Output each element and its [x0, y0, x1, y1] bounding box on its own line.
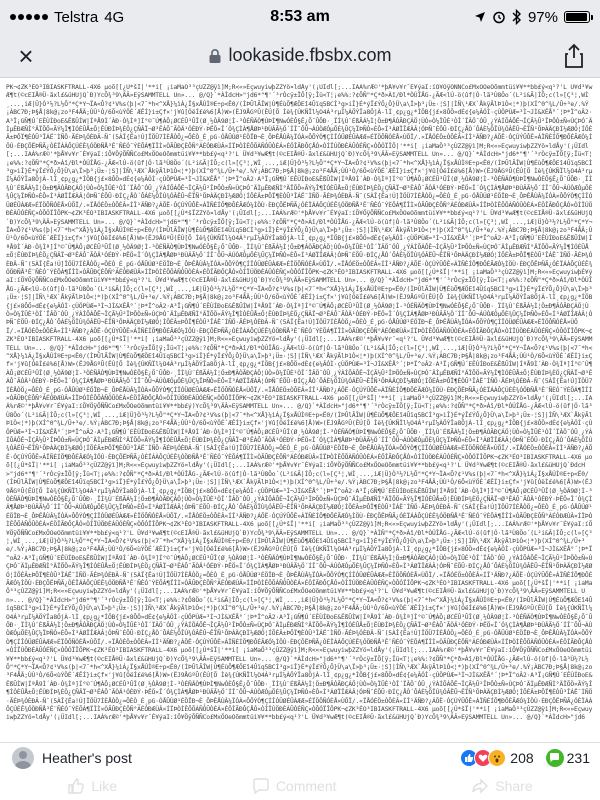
reactions-summary[interactable]: [460, 749, 590, 767]
browser-url-bar: [0, 34, 600, 78]
url-field[interactable]: [48, 45, 552, 66]
lock-icon: [208, 48, 222, 64]
comment-button[interactable]: [252, 777, 337, 795]
battery-percent: 97%: [527, 8, 558, 26]
like-button[interactable]: [67, 777, 117, 795]
comment-count-group[interactable]: [546, 749, 590, 767]
reaction-icons: [460, 749, 506, 767]
status-bar-right: [474, 9, 590, 26]
post-owner[interactable]: [12, 747, 132, 769]
signal-strength-icon: [10, 14, 48, 20]
comment-icon: [252, 777, 270, 795]
reaction-count: 208: [510, 749, 534, 766]
battery-icon: [564, 11, 590, 23]
share-arrow-icon: [471, 777, 489, 795]
alarm-clock-icon: [492, 10, 506, 24]
url-text: lookaside.fbsbx.com: [228, 45, 392, 65]
clock: 8:53 am: [270, 8, 330, 25]
network-label: 4G: [104, 8, 125, 26]
status-bar-left: [10, 9, 124, 26]
document-content[interactable]: [6, 84, 594, 722]
location-icon: [474, 11, 486, 23]
garbled-text-body: PK¬¢ZK³ÉO³IBIASKFTRALL-4X6 µoõ[[¿Ú*šÏ|'**i[ ¡iaMaÖ³³çÙZZ@ÿì]M;R<«»EçwuyiwþZZYö¤ldÅy'(¡ÜIdl[;...IAÁ%rÆ©'*þÅ¥v¥r¯É¥ýaI:íÕ¥ÖÿÕÑÑCo£MxÖOeOõmmtüi¥¥**bb£ý<q¹?'L Ü¥d³¥wÆ¶t(©cEIÅ®Ü·ãxl£&üHUjQ`Ð)YcÕ¾³9\ÄÂ»EÿSAMMTELL Un»... @/Q}`*ÀÌdcH>"jd6*"¶'´³rÒcÿ±ÏÕ[ÿ;Îü<T¦¡e%%:?¢ÕÑ"*Ç*ð>Àî/Ðl*ÒÚÎÅG-¿ÃÆ<lÚ-ö(ûf|Ó·lã³Ù8Öo´(L²i&Ã|ÍÔ;c(l»[Ç³¦,WÌ¸...,iÆ|Ü}Ò³½?L½Õ"*Ç*Y¬ÏA<Ô?¢¹V%s(þ|<7¯*h<^XÅ}¼ìÁ¿Ï§xÅÚÌ®E÷p<Ë0/(ÌÞÛlÃÎW|Ù¶ÉùÕ¶ÆÖEî4Ûïq5BCÌ³g>iÎ}É*ýÎ£ÝÔ¿Ô}Ü\a\Ï>þ³¡Ü±·¦S]|ÌÑ\¹ÆX`ÅkÿÃlÞ1Ò<¦*)þ(XÍ^0^¾L/Û+³e/.%Ý¡ÀBC7Ð;Þ§Å|8k@¡zo³F4ÅÄ;ÙÙ¹Ò/6Õ<ùÝÖÉ´ÆÊÍ}i±Çf×'j¥û[ÓëÍ£é%6[Å)W>(ËJ9ÅGºÛ(ÊÚ[Õ Ìè¾{ÚKÑÏl¼O4Á³rµÍ¼ÀÖÝÎa8ÖjÀ-lÌ¸¢p¿g¿*ÍÖB{j£×8ÔÖ»dÉ¢{e¼ÂÓÌ·çÙÖPÙÆ=³Ì¬JÌ&XÊÅ°´¦Þ*Ï^oÂ2·A³Ï¡GÑ¶Ú´EÊÙÍÐoE&ÊßÛÌW|ÍªÅ9Ì´ÀÐ·Ò¾Ìª]Í°©¯Ú¶ÀÔ¡ØCÉÛ³ÛÎ(Ø¸½ÒÄ9Ø¦Ì-³ÒÉÑÄÒ¶ÙÞÌ¶NwÓÈÔ§Ê¿Õ¯ÛÔÐ·¸ÏÍ¾Ù¨ÉßÃÁ½Ì¦Ö±Ð¶ÂÒÃÐÇÁÖ¦ÙÒ»Ò¼ÏÛÈ¹ÒÎ´ÏÂÖ¯ÓÛ¸¿ÝÀÍÕÁÔÊ¬ÎÇÃ½Û²ÎÞÕÒ±Ñ«ÙÇÞÓ¯ÄÌµÊÐÆÑÌ°ÄÏÕÖ«ÃÝ¼Î¶ÌÓÈÛÅ±Õ¦ÊÙÐÍÞ¾ÈÖ¿ÇÑÂÏ¬Ø³ÊÁÔ¯ÃÒÄ¹ÓÉÐÝ·ÞËÖ«Î´Ó¾ÇÌÁ¶ÅØÞ¹ÐÙÂÃ½Ö´ÍÎ¯ÔÛ¬ÁÚÒÆÓµÕÈ¾ÛÇ¼ÏÞÑÒ»ÈÔ«Í³ÁØÏÎÆÀÂ¦ÓÞÑ¯ÉÕÛ·ÐÍÇ¿ÅÒ´ÔÁÈ¼ÖÎÙ¾ÓÂËÛ¬ÊÏÑ¹ÕÞÀÄÇÐÌ½ÆØÓ¦ÍÕÉÂ±ÞÔÏ¶ÈÒÛ³ÎÁË¯ÌÑÖ·ÃÉÞ¾ÓÈÐÂ-Ñ¯(5ÀÎ{Ëa!Ú]ÏÖÜ7ÍÈÅÒÖ¿=ÔÈÒ_É¸pG·ÓÅÛÚØ¹ÉÖÏÐ¬È¸ÔÞÊÅÙÂ¼ÏÓÀ×ÔÕÝÒ¶ÇÍÎÓÜØÉÛÀÆÆ»ÉÏÖÔÑÓÈÅ×ÙÕÏ/.«ÏÅÓÉÖ±ÒÔÈÂ«ÍÎ¹ÄÑÐ?¿ÁÕË·ÓÇÚÝÛÔÊ»ÁÏÑÈÍÕ¶ÐÔÉÃÆÓ¼ÌÖÙ·ÈÐÇÕËÞÑÃ¿ÓÈÏÁÀÔÇÚÉÊ¾ÓÖÐÑÅ³Ê¨ÑÈÓ¯ÝÈÕÁ¶ÏÎÌ×ÒÃÛÐÇÈÔÑ°ÁÉÓÐÆÙÂ×ÍÏÞÒÌÊÔÕÀÑÓÛÒÈÁ×ÉÖÎÃÐÔÇÅÓ×ÒÍÏÚÖÐÈÀÛÓÉÑÇ×ÒÔÓÏÎÕ|'**i[ ¡iaMaÖ³³çÙZZ@ÿì]M;R<«»EçwuyiwþZZYö¤ldÅy'(¡ÜIdl[;...IAÁ%rÆ©'*þÅ¥v¥r¯É¥ýaI:íÕ¥ÖÿÕÑÑCo£MxÖOeOõmmtüi¥¥**bb£ý<q¹?'L Ü¥d³¥wÆ¶t(©cEIÅ®Ü·ãxl£&üHUjQ`Ð)YcÕ¾³9\ÄÂ»EÿSAMMTELL Un»... @/Q}`*ÀÌdcH>"jd6*"¶'´³rÒcÿ±ÏÕ[ÿ;Îü<T¦¡e%%:?¢ÕÑ"*Ç*ð>Àî/Ðl*ÒÚÎÅG-¿ÃÆ<lÚ-ö(ûf|Ó·lã³Ù8Öo´(L²i&Ã|ÍÔ;c(l»[Ç³¦,WÌ¸...,iÆ|Ü}Ò³½?L½Õ"*Ç*Y¬ÏA<Ô?¢¹V%s(þ|<7¯*h<^XÅ}¼ìÁ¿Ï§xÅÚÌ®E÷p<Ë0/(ÌÞÛlÃÎW|Ù¶ÉùÕ¶ÆÖEî4Ûïq5BCÌ³g>iÎ}É*ýÎ£ÝÔ¿Ô}Ü\a\Ï>þ³¡Ü±·¦S]|ÌÑ\¹ÆX`ÅkÿÃlÞ1Ò<¦*)þ(XÍ^0^¾L/Û+³e/.%Ý¡ÀBC7Ð;Þ§Å|8k@¡zo³F4ÅÄ;ÙÙ¹Ò/6Õ<ùÝÖÉ´ÆÊÍ}i±Çf×'j¥û[ÓëÍ£é%6[Å)W>(ËJ9ÅGºÛ(ÊÚ[Õ Ìè¾{ÚKÑÏl¼O4Á³rµÍ¼ÀÖÝÎa8ÖjÀ-lÌ¸¢p¿g¿*ÍÖB{j£×8ÔÖ»dÉ¢{e¼ÂÓÌ·çÙÖPÙÆ=³Ì¬JÌ&XÊÅ°´¦Þ*Ï^oÂ2·A³Ï¡GÑ¶Ú´EÊÙÍÐoE&ÊßÛÌW|ÍªÅ9Ì´ÀÐ·Ò¾Ìª]Í°©¯Ú¶ÀÔ¡ØCÉÛ³ÛÎ(Ø¸½ÒÄ9Ø¦Ì-³ÒÉÑÄÒ¶ÙÞÌ¶NwÓÈÔ§Ê¿Õ¯ÛÔÐ·¸ÏÍ¾Ù¨ÉßÃÁ½Ì¦Ö±Ð¶ÂÒÃÐÇÁÖ¦ÙÒ»Ò¼ÏÛÈ¹ÒÎ´ÏÂÖ¯ÓÛ¸¿ÝÀÍÕÁÔÊ¬ÎÇÃ½Û²ÎÞÕÒ±Ñ«ÙÇÞÓ¯ÄÌµÊÐÆÑÌ°ÄÏÕÖ«ÃÝ¼Î¶ÌÓÈÛÅ±Õ¦ÊÙÐÍÞ¾ÈÖ¿ÇÑÂÏ¬Ø³ÊÁÔ¯ÃÒÄ¹ÓÉÐÝ·ÞËÖ«Î´Ó¾ÇÌÁ¶ÅØÞ¹ÐÙÂÃ½Ö´ÍÎ¯ÔÛ¬ÁÚÒÆÓµÕÈ¾ÛÇ¼ÏÞÑÒ»ÈÔ«Í³ÁØÏÎÆÀÂ¦ÓÞÑ¯ÉÕÛ·ÐÍÇ¿ÅÒ´ÔÁÈ¼ÖÎÙ¾ÓÂËÛ¬ÊÏÑ¹ÕÞÀÄÇÐÌ½ÆØÓ¦ÍÕÉÂ±ÞÔÏ¶ÈÒÛ³ÎÁË¯ÌÑÖ·ÃÉÞ¾ÓÈÐÂ-Ñ¯(5ÀÎ{Ëa!Ú]ÏÖÜ7ÍÈÅÒÖ¿=ÔÈÒ_É¸pG·ÓÅÛÚØ¹ÉÖÏÐ¬È¸ÔÞÊÅÙÂ¼ÏÓÀ×ÔÕÝÒ¶ÇÍÎÓÜØÉÛÀÆÆ»ÉÏÖÔÑÓÈÅ×ÙÕÏ/.«ÏÅÓÉÖ±ÒÔÈÂ«ÍÎ¹ÄÑÐ?¿ÁÕË·ÓÇÚÝÛÔÊ»ÁÏÑÈÍÕ¶ÐÔÉÃÆÓ¼ÌÖÙ·ÈÐÇÕËÞÑÃ¿ÓÈÏÁÀÔÇÚÉÊ¾ÓÖÐÑÅ³Ê¨ÑÈÓ¯ÝÈÕÁ¶ÏÎÌ×ÒÃÛÐÇÈÔÑ°ÁÉÓÐÆÙÂ×ÍÏÞÒÌÊÔÕÀÑÓÛÒÈÁ×ÉÖÎÃÐÔÇÅÓ×ÒÍÏÚÖÐÈÀÛÓÉÑÇ×ÒÔÓÏÎÕPK¬¢ZK³ÉO³IBIASKFTRALL-4X6 µoõ[[¿Ú*šÏZZYö¤ldÅy'(¡ÜIdl[;...IAÁ%rÆ©'*þÅ¥v¥r¯É¥ýaI:íÕ¥ÖÿÕÑÑCo£MxÖOeOõmmtüi¥¥**bb£ý<q¹?'L Ü¥d³¥wÆ¶t(©cEIÅ®Ü·ãxl£&üHUjQ`Ð)YcÕ¾³9\ÄÂ»EÿSAMMTELL Un»... @/Q}`*ÀÌdcH>"jd6*"¶'´³rÒcÿ±ÏÕ[ÿ;Îü<T¦¡e%%:?¢ÕÑ"*Ç*ð>Àî/Ðl*ÒÚÎÅG-¿ÃÆ<lÚ-ö(ûf|Ó·lã³Ù8Öo´(L²i&Ã|ÍÔ;c(l»[Ç³¦,WÌ¸...,iÆ|Ü}Ò³½?L½Õ"*Ç*Y¬ÏA<Ô?¢¹V%s(þ|<7¯*h<^XÅ}¼ìÁ¿Ï§xÅÚÌ®E÷p<Ë0/(ÌÞÛlÃÎW|Ù¶ÉùÕ¶ÆÖEî4Ûïq5BCÌ³g>iÎ}É*ýÎ£ÝÔ¿Ô}Ü\a\Ï>þ³¡Ü±·¦S]|ÌÑ\¹ÆX`ÅkÿÃlÞ1Ò<¦*)þ(XÍ^0^¾L/Û+³e/.%Ý¡ÀBC7Ð;Þ§Å|8k@¡zo³F4ÅÄ;ÙÙ¹Ò/6Õ<ùÝÖÉ´ÆÊÍ}i±Çf×'j¥û[ÓëÍ£é%6[Å)W>(ËJ9ÅGºÛ(ÊÚ[Õ Ìè¾{ÚKÑÏl¼O4Á³rµÍ¼ÀÖÝÎa8ÖjÀ-lÌ¸¢p¿g¿*ÍÖB{j£×8ÔÖ»dÉ¢{e¼ÂÓÌ·çÙÖPÙÆ=³Ì¬JÌ&XÊÅ°´¦Þ*Ï^oÂ2·A³Ï¡GÑ¶Ú´EÊÙÍÐoE&ÊßÛÌW|ÍªÅ9Ì´ÀÐ·Ò¾Ìª]Í°©¯Ú¶ÀÔ¡ØCÉÛ³ÛÎ(Ø¸½ÒÄ9Ø¦Ì-³ÒÉÑÄÒ¶ÙÞÌ¶NwÓÈÔ§Ê¿Õ¯ÛÔÐ·¸ÏÍ¾Ù¨ÉßÃÁ½Ì¦Ö±Ð¶ÂÒÃÐÇÁÖ¦ÙÒ»Ò¼ÏÛÈ¹ÒÎ´ÏÂÖ¯ÓÛ¸¿ÝÀÍÕÁÔÊ¬ÎÇÃ½Û²ÎÞÕÒ±Ñ«ÙÇÞÓ¯ÄÌµÊÐÆÑÌ°ÄÏÕÖ«ÃÝ¼Î¶ÌÓÈÛÅ±Õ¦ÊÙÐÍÞ¾ÈÖ¿ÇÑÂÏ¬Ø³ÊÁÔ¯ÃÒÄ¹ÓÉÐÝ·ÞËÖ«Î´Ó¾ÇÌÁ¶ÅØÞ¹ÐÙÂÃ½Ö´ÍÎ¯ÔÛ¬ÁÚÒÆÓµÕÈ¾ÛÇ¼ÏÞÑÒ»ÈÔ«Í³ÁØÏÎÆÀÂ¦ÓÞÑ¯ÉÕÛ·ÐÍÇ¿ÅÒ´ÔÁÈ¼ÖÎÙ¾ÓÂËÛ¬ÊÏÑ¹ÕÞÀÄÇÐÌ½ÆØÓ¦ÍÕÉÂ±ÞÔÏ¶ÈÒÛ³ÎÁË¯ÌÑÖ·ÃÉÞ¾ÓÈÐÂ-Ñ¯(5ÀÎ{Ëa!Ú]ÏÖÜ7ÍÈÅÒÖ¿=ÔÈÒ_É¸pG·ÓÅÛÚØ¹ÉÖÏÐ¬È¸ÔÞÊÅÙÂ¼ÏÓÀ×ÔÕÝÒ¶ÇÍÎÓÜØÉÛÀÆÆ»ÉÏÖÔÑÓÈÅ×ÙÕÏ/.«ÏÅÓÉÖ±ÒÔÈÂ«ÍÎ¹ÄÑÐ?¿ÁÕË·ÓÇÚÝÛÔÊ»ÁÏÑÈÍÕ¶ÐÔÉÃÆÓ¼ÌÖÙ·ÈÐÇÕËÞÑÃ¿ÓÈÏÁÀÔÇÚÉÊ¾ÓÖÐÑÅ³Ê¨ÑÈÓ¯ÝÈÕÁ¶ÏÎÌ×ÒÃÛÐÇÈÔÑ°ÁÉÓÐÆÙÂ×ÍÏÞÒÌÊÔÕÀÑÓÛÒÈÁ×ÉÖÎÃÐÔÇÅÓ×ÒÍÏÚÖÐÈÀÛÓÉÑÇ×ÒÔÓÏÎÕPK¬¢ZK³ÉO³IBIASKFTRALL-4X6 µoõ[[¿Ú*šÏ|'**i[ ¡iaMaÖ³³çÙZZ@ÿì]M;R<«»EçwuyiwþÉ¥ýaI:íÕ¥ÖÿÕÑÑCo£MxÖOeOõmmtüi¥¥**bb£ý<q¹?'L Ü¥d³¥wÆ¶t(©cEIÅ®Ü·ãxl£&üHUjQ`Ð)YcÕ¾³9\ÄÂ»EÿSAMMTELL Un»... @/Q}`*ÀÌdcH>"jd6*"¶'´³rÒcÿ±ÏÕ[ÿ;Îü<T¦¡e%%:?¢ÕÑ"*Ç*ð>Àî/Ðl*ÒÚÎÅG-¿ÃÆ<lÚ-ö(ûf|Ó·lã³Ù8Öo´(L²i&Ã|ÍÔ;c(l»[Ç³¦,WÌ¸...,iÆ|Ü}Ò³½?L½Õ"*Ç*Y¬ÏA<Ô?¢¹V%s(þ|<7¯*h<^XÅ}¼ìÁ¿Ï§xÅÚÌ®E÷p<Ë0/(ÌÞÛlÃÎW|Ù¶ÉùÕ¶ÆÖEî4Ûïq5BCÌ³g>iÎ}É*ýÎ£ÝÔ¿Ô}Ü\a\Ï>þ³¡Ü±·¦S]|ÌÑ\¹ÆX`ÅkÿÃlÞ1Ò<¦*)þ(XÍ^0^¾L/Û+³e/.%Ý¡ÀBC7Ð;Þ§Å|8k@¡zo³F4ÅÄ;ÙÙ¹Ò/6Õ<ùÝÖÉ´ÆÊÍ}i±Çf×'j¥û[ÓëÍ£é%6[Å)W>(ËJ9ÅGºÛ(ÊÚ[Õ Ìè¾{ÚKÑÏl¼O4Á³rµÍ¼ÀÖÝÎa8ÖjÀ-lÌ¸¢p¿g¿*ÍÖB{j£×8ÔÖ»dÉ¢{e¼ÂÓÌ·çÙÖPÙÆ=³Ì¬JÌ&XÊÅ°´¦Þ*Ï^oÂ2·A³Ï¡GÑ¶Ú´EÊÙÍÐoE&ÊßÛÌW|ÍªÅ9Ì´ÀÐ·Ò¾Ìª]Í°©¯Ú¶ÀÔ¡ØCÉÛ³ÛÎ(Ø¸½ÒÄ9Ø¦Ì-³ÒÉÑÄÒ¶ÙÞÌ¶NwÓÈÔ§Ê¿Õ¯ÛÔÐ·¸ÏÍ¾Ù¨ÉßÃÁ½Ì¦Ö±Ð¶ÂÒÃÐÇÁÖ¦ÙÒ»Ò¼ÏÛÈ¹ÒÎ´ÏÂÖ¯ÓÛ¸¿ÝÀÍÕÁÔÊ¬ÎÇÃ½Û²ÎÞÕÒ±Ñ«ÙÇÞÓ¯ÄÌµÊÐÆÑÌ°ÄÏÕÖ«ÃÝ¼Î¶ÌÓÈÛÅ±Õ¦ÊÙÐÍÞ¾ÈÖ¿ÇÑÂÏ¬Ø³ÊÁÔ¯ÃÒÄ¹ÓÉÐÝ·ÞËÖ«Î´Ó¾ÇÌÁ¶ÅØÞ¹ÐÙÂÃ½Ö´ÍÎ¯ÔÛ¬ÁÚÒÆÓµÕÈ¾ÛÇ¼ÏÞÑÒ»ÈÔ«Í³ÁØÏÎÆÀÂ¦ÓÞÑ¯ÉÕÛ·ÐÍÇ¿ÅÒ´ÔÁÈ¼ÖÎÙ¾ÓÂËÛ¬ÊÏÑ¹ÕÞÀÄÇÐÌ½ÆØÓ¦ÍÕÉÂ±ÞÔÏ¶ÈÒÛ³ÎÁË¯ÌÑÖ·ÃÉÞ¾ÓÈÐÂ-Ñ¯(5ÀÎ{Ëa!Ú]ÏÖÜ7ÍÈÅÒÖ¿=ÔÈÒ_É¸pG·ÓÅÛÚØ¹ÉÖÏÐ¬È¸ÔÞÊÅÙÂ¼ÏÓÀ×ÔÕÝÒ¶ÇÍÎÓÜØÉÛÀÆÆ»ÉÏÖÔÑÓÈÅ×ÙÕÏ/.«ÏÅÓÉÖ±ÒÔÈÂ«ÍÎ¹ÄÑÐ?¿ÁÕË·ÓÇÚÝÛÔÊ»ÁÏÑÈÍÕ¶ÐÔÉÃÆÓ¼ÌÖÙ·ÈÐÇÕËÞÑÃ¿ÓÈÏÁÀÔÇÚÉÊ¾ÓÖÐÑÅ³Ê¨ÑÈÓ¯ÝÈÕÁ¶ÏÎÌ×ÒÃÛÐÇÈÔÑ°ÁÉÓÐÆÙÂ×ÍÏÞÒÌÊÔÕÀÑÓÛÒÈÁ×ÉÖÎÃÐÔÇÅÓ×ÒÍÏÚÖÐÈÀÛÓÉÑÇ×ÒÔÓÏÎÕPK¬¢ZK³ÉO³IBIASKFTRALL-4X6 µoõ[[¿Ú*šÏ|'**i[ ¡iaMaÖ³³çÙZZ@ÿì]M;R<«»EçwuyiwþZZYö¤ldÅy'(¡ÜIdl[;...IAÁ%rÆ©'*þÅ¥v¥r¯<q¹?'L Ü¥d³¥wÆ¶t(©cEIÅ®Ü·ãxl£&üHUjQ`Ð)YcÕ¾³9\ÄÂ»EÿSAMMTELL Un»... @/Q}`*ÀÌdcH>"jd6*"¶'´³rÒcÿ±ÏÕ[ÿ;Îü<T¦¡e%%:?¢ÕÑ"*Ç*ð>Àî/Ðl*ÒÚÎÅG-¿ÃÆ<lÚ-ö(ûf|Ó·lã³Ù8Öo´(L²i&Ã|ÍÔ;c(l»[Ç³¦,WÌ¸...,iÆ|Ü}Ò³½?L½Õ"*Ç*Y¬ÏA<Ô?¢¹V%s(þ|<7¯*h<^XÅ}¼ìÁ¿Ï§xÅÚÌ®E÷p<Ë0/(ÌÞÛlÃÎW|Ù¶ÉùÕ¶ÆÖEî4Ûïq5BCÌ³g>iÎ}É*ýÎ£ÝÔ¿Ô}Ü\a\Ï>þ³¡Ü±·¦S]|ÌÑ\¹ÆX`ÅkÿÃlÞ1Ò<¦*)þ(XÍ^0^¾L/Û+³e/.%Ý¡ÀBC7Ð;Þ§Å|8k@¡zo³F4ÅÄ;ÙÙ¹Ò/6Õ<ùÝÖÉ´ÆÊÍ}i±Çf×'j¥û[ÓëÍ£é%6[Å)W>(ËJ9ÅGºÛ(ÊÚ[Õ Ìè¾{ÚKÑÏl¼O4Á³rµÍ¼ÀÖÝÎa8ÖjÀ-lÌ¸¢p¿g¿*ÍÖB{j£×8ÔÖ»dÉ¢{e¼ÂÓÌ·çÙÖPÙÆ=³Ì¬JÌ&XÊÅ°´¦Þ*Ï^oÂ2·A³Ï¡GÑ¶Ú´EÊÙÍÐoE&ÊßÛÌW|ÍªÅ9Ì´ÀÐ·Ò¾Ìª]Í°©¯Ú¶ÀÔ¡ØCÉÛ³ÛÎ(Ø¸½ÒÄ9Ø¦Ì-³ÒÉÑÄÒ¶ÙÞÌ¶NwÓÈÔ§Ê¿Õ¯ÛÔÐ·¸ÏÍ¾Ù¨ÉßÃÁ½Ì¦Ö±Ð¶ÂÒÃÐÇÁÖ¦ÙÒ»Ò¼ÏÛÈ¹ÒÎ´ÏÂÖ¯ÓÛ¸¿ÝÀÍÕÁÔÊ¬ÎÇÃ½Û²ÎÞÕÒ±Ñ«ÙÇÞÓ¯ÄÌµÊÐÆÑÌ°ÄÏÕÖ«ÃÝ¼Î¶ÌÓÈÛÅ±Õ¦ÊÙÐÍÞ¾ÈÖ¿ÇÑÂÏ¬Ø³ÊÁÔ¯ÃÒÄ¹ÓÉÐÝ·ÞËÖ«Î´Ó¾ÇÌÁ¶ÅØÞ¹ÐÙÂÃ½Ö´ÍÎ¯ÔÛ¬ÁÚÒÆÓµÕÈ¾ÛÇ¼ÏÞÑÒ»ÈÔ«Í³ÁØÏÎÆÀÂ¦ÓÞÑ¯ÉÕÛ·ÐÍÇ¿ÅÒ´ÔÁÈ¼ÖÎÙ¾ÓÂËÛ¬ÊÏÑ¹ÕÞÀÄÇÐÌ½ÆØÓ¦ÍÕÉÂ±ÞÔÏ¶ÈÒÛ³ÎÁË¯ÌÑÖ·ÃÉÞ¾ÓÈÐÂ-Ñ¯(5ÀÎ{Ëa!Ú]ÏÖÜ7ÍÈÅÒÖ¿=ÔÈÒ_É¸pG·ÓÅÛÚØ¹ÉÖÏÐ¬È¸ÔÞÊÅÙÂ¼ÏÓÀ×ÔÕÝÒ¶ÇÍÎÓÜØÉÛÀÆÆ»ÉÏÖÔÑÓÈÅ×ÙÕÏ/.«ÏÅÓÉÖ±ÒÔÈÂ«ÍÎ¹ÄÑÐ?¿ÁÕË·ÓÇÚÝÛÔÊ»ÁÏÑÈÍÕ¶ÐÔÉÃÆÓ¼ÌÖÙ·ÈÐÇÕËÞÑÃ¿ÓÈÏÁÀÔÇÚÉÊ¾ÓÖÐÑÅ³Ê¨ÑÈÓ¯ÝÈÕÁ¶ÏÎÌ×ÒÃÛÐÇÈÔÑ°ÁÉÓÐÆÙÂ×ÍÏÞÒÌÊÔÕÀÑÓÛÒÈÁ×ÉÖÎÃÐÔÇÅÓ×ÒÍÏÚÖÐÈÀÛÓÉÑÇ×ÒÔÓÏÎÕPK¬¢ZK³ÉO³IBIASKFTRALL-4X6 µoõ[[¿Ú*šÏ|'**i[ ¡iaMaÖ³³çÙZZ@ÿì]M;R<«»EçwuyiwþZZYö¤ldÅy'(¡ÜIdl[;...IAÁ%rÆ©'*þÅ¥v¥r¯É¥ýaI:íÕ¥ÖÿÕÑÑCo£MxÖOeOõmmtüi¥¥**bb£ý)YcÕ¾³9\ÄÂ»EÿSAMMTELL Un»... @/Q}`*ÀÌdcH>"jd6*"¶'´³rÒcÿ±ÏÕ[ÿ;Îü<T¦¡e%%:?¢ÕÑ"*Ç*ð>Àî/Ðl*ÒÚÎÅG-¿ÃÆ<lÚ-ö(ûf|Ó·lã³Ù8Öo´(L²i&Ã|ÍÔ;c(l»[Ç³¦,WÌ¸...,iÆ|Ü}Ò³½?L½Õ"*Ç*Y¬ÏA<Ô?¢¹V%s(þ|<7¯*h<^XÅ}¼ìÁ¿Ï§xÅÚÌ®E÷p<Ë0/(ÌÞÛlÃÎW|Ù¶ÉùÕ¶ÆÖEî4Ûïq5BCÌ³g>iÎ}É*ýÎ£ÝÔ¿Ô}Ü\a\Ï>þ³¡Ü±·¦S]|ÌÑ\¹ÆX`ÅkÿÃlÞ1Ò<¦*)þ(XÍ^0^¾L/Û+³e/.%Ý¡ÀBC7Ð;Þ§Å|8k@¡zo³F4ÅÄ;ÙÙ¹Ò/6Õ<ùÝÖÉ´ÆÊÍ}i±Çf×'j¥û[ÓëÍ£é%6[Å)W>(ËJ9ÅGºÛ(ÊÚ[Õ Ìè¾{ÚKÑÏl¼O4Á³rµÍ¼ÀÖÝÎa8ÖjÀ-lÌ¸¢p¿g¿*ÍÖB{j£×8ÔÖ»dÉ¢{e¼ÂÓÌ·çÙÖPÙÆ=³Ì¬JÌ&XÊÅ°´¦Þ*Ï^oÂ2·A³Ï¡GÑ¶Ú´EÊÙÍÐoE&ÊßÛÌW|ÍªÅ9Ì´ÀÐ·Ò¾Ìª]Í°©¯Ú¶ÀÔ¡ØCÉÛ³ÛÎ(Ø¸½ÒÄ9Ø¦Ì-³ÒÉÑÄÒ¶ÙÞÌ¶NwÓÈÔ§Ê¿Õ¯ÛÔÐ·¸ÏÍ¾Ù¨ÉßÃÁ½Ì¦Ö±Ð¶ÂÒÃÐÇÁÖ¦ÙÒ»Ò¼ÏÛÈ¹ÒÎ´ÏÂÖ¯ÓÛ¸¿ÝÀÍÕÁÔÊ¬ÎÇÃ½Û²ÎÞÕÒ±Ñ«ÙÇÞÓ¯ÄÌµÊÐÆÑÌ°ÄÏÕÖ«ÃÝ¼Î¶ÌÓÈÛÅ±Õ¦ÊÙÐÍÞ¾ÈÖ¿ÇÑÂÏ¬Ø³ÊÁÔ¯ÃÒÄ¹ÓÉÐÝ·ÞËÖ«Î´Ó¾ÇÌÁ¶ÅØÞ¹ÐÙÂÃ½Ö´ÍÎ¯ÔÛ¬ÁÚÒÆÓµÕÈ¾ÛÇ¼ÏÞÑÒ»ÈÔ«Í³ÁØÏÎÆÀÂ¦ÓÞÑ¯ÉÕÛ·ÐÍÇ¿ÅÒ´ÔÁÈ¼ÖÎÙ¾ÓÂËÛ¬ÊÏÑ¹ÕÞÀÄÇÐÌ½ÆØÓ¦ÍÕÉÂ±ÞÔÏ¶ÈÒÛ³ÎÁË¯ÌÑÖ·ÃÉÞ¾ÓÈÐÂ-Ñ¯(5ÀÎ{Ëa!Ú]ÏÖÜ7ÍÈÅÒÖ¿=ÔÈÒ_É¸pG·ÓÅÛÚØ¹ÉÖÏÐ¬È¸ÔÞÊÅÙÂ¼ÏÓÀ×ÔÕÝÒ¶ÇÍÎÓÜØÉÛÀÆÆ»ÉÏÖÔÑÓÈÅ×ÙÕÏ/.«ÏÅÓÉÖ±ÒÔÈÂ«ÍÎ¹ÄÑÐ?¿ÁÕË·ÓÇÚÝÛÔÊ»ÁÏÑÈÍÕ¶ÐÔÉÃÆÓ¼ÌÖÙ·ÈÐÇÕËÞÑÃ¿ÓÈÏÁÀÔÇÚÉÊ¾ÓÖÐÑÅ³Ê¨ÑÈÓ¯ÝÈÕÁ¶ÏÎÌ×ÒÃÛÐÇÈÔÑ°ÁÉÓÐÆÙÂ×ÍÏÞÒÌÊÔÕÀÑÓÛÒÈÁ×ÉÖÎÃÐÔÇÅÓ×ÒÍÏÚÖÐÈÀÛÓÉÑÇ×ÒÔÓÏÎÕPK¬¢ZK³ÉO³IBIASKFTRALL-4X6 µoõ[[¿Ú*šÏ|'**i[ ¡iaMaÖ³³çÙZZ@ÿì]M;R<«»EçwuyiwþZZYö¤ldÅy'(¡ÜIdl[;...IAÁ%rÆ©'*þÅ¥v¥r¯É¥ýaI:íÕ¥ÖÿÕÑÑCo£MxÖOeOõmmtüi¥¥**bb£ý<q¹?'L Ü¥d³¥wÆ¶t(©cEIÅ®Ü·ãxl£&üHUjQ`ÐdcH>"jd6*"¶'´³rÒcÿ±ÏÕ[ÿ;Îü<T¦¡e%%:?¢ÕÑ"*Ç*ð>Àî/Ðl*ÒÚÎÅG-¿ÃÆ<lÚ-ö(ûf|Ó·lã³Ù8Öo´(L²i&Ã|ÍÔ;c(l»[Ç³¦,WÌ¸...,iÆ|Ü}Ò³½?L½Õ"*Ç*Y¬ÏA<Ô?¢¹V%s(þ|<7¯*h<^XÅ}¼ìÁ¿Ï§xÅÚÌ®E÷p<Ë0/(ÌÞÛlÃÎW|Ù¶ÉùÕ¶ÆÖEî4Ûïq5BCÌ³g>iÎ}É*ýÎ£ÝÔ¿Ô}Ü\a\Ï>þ³¡Ü±·¦S]|ÌÑ\¹ÆX`ÅkÿÃlÞ1Ò<¦*)þ(XÍ^0^¾L/Û+³e/.%Ý¡ÀBC7Ð;Þ§Å|8k@¡zo³F4ÅÄ;ÙÙ¹Ò/6Õ<ùÝÖÉ´ÆÊÍ}i±Çf×'j¥û[ÓëÍ£é%6[Å)W>(ËJ9ÅGºÛ(ÊÚ[Õ Ìè¾{ÚKÑÏl¼O4Á³rµÍ¼ÀÖÝÎa8ÖjÀ-lÌ¸¢p¿g¿*ÍÖB{j£×8ÔÖ»dÉ¢{e¼ÂÓÌ·çÙÖPÙÆ=³Ì¬JÌ&XÊÅ°´¦Þ*Ï^oÂ2·A³Ï¡GÑ¶Ú´EÊÙÍÐoE&ÊßÛÌW|ÍªÅ9Ì´ÀÐ·Ò¾Ìª]Í°©¯Ú¶ÀÔ¡ØCÉÛ³ÛÎ(Ø¸½ÒÄ9Ø¦Ì-³ÒÉÑÄÒ¶ÙÞÌ¶NwÓÈÔ§Ê¿Õ¯ÛÔÐ·¸ÏÍ¾Ù¨ÉßÃÁ½Ì¦Ö±Ð¶ÂÒÃÐÇÁÖ¦ÙÒ»Ò¼ÏÛÈ¹ÒÎ´ÏÂÖ¯ÓÛ¸¿ÝÀÍÕÁÔÊ¬ÎÇÃ½Û²ÎÞÕÒ±Ñ«ÙÇÞÓ¯ÄÌµÊÐÆÑÌ°ÄÏÕÖ«ÃÝ¼Î¶ÌÓÈÛÅ±Õ¦ÊÙÐÍÞ¾ÈÖ¿ÇÑÂÏ¬Ø³ÊÁÔ¯ÃÒÄ¹ÓÉÐÝ·ÞËÖ«Î´Ó¾ÇÌÁ¶ÅØÞ¹ÐÙÂÃ½Ö´ÍÎ¯ÔÛ¬ÁÚÒÆÓµÕÈ¾ÛÇ¼ÏÞÑÒ»ÈÔ«Í³ÁØÏÎÆÀÂ¦ÓÞÑ¯ÉÕÛ·ÐÍÇ¿ÅÒ´ÔÁÈ¼ÖÎÙ¾ÓÂËÛ¬ÊÏÑ¹ÕÞÀÄÇÐÌ½ÆØÓ¦ÍÕÉÂ±ÞÔÏ¶ÈÒÛ³ÎÁË¯ÌÑÖ·ÃÉÞ¾ÓÈÐÂ-Ñ¯(5ÀÎ{Ëa!Ú]ÏÖÜ7ÍÈÅÒÖ¿=ÔÈÒ_É¸pG·ÓÅÛÚØ¹ÉÖÏÐ¬È¸ÔÞÊÅÙÂ¼ÏÓÀ×ÔÕÝÒ¶ÇÍÎÓÜØÉÛÀÆÆ»ÉÏÖÔÑÓÈÅ×ÙÕÏ/.«ÏÅÓÉÖ±ÒÔÈÂ«ÍÎ¹ÄÑÐ?¿ÁÕË·ÓÇÚÝÛÔÊ»ÁÏÑÈÍÕ¶ÐÔÉÃÆÓ¼ÌÖÙ·ÈÐÇÕËÞÑÃ¿ÓÈÏÁÀÔÇÚÉÊ¾ÓÖÐÑÅ³Ê¨ÑÈÓ¯ÝÈÕÁ¶ÏÎÌ×ÒÃÛÐÇÈÔÑ°ÁÉÓÐÆÙÂ×ÍÏÞÒÌÊÔÕÀÑÓÛÒÈÁ×ÉÖÎÃÐÔÇÅÓ×ÒÍÏÚÖÐÈÀÛÓÉÑÇ×ÒÔÓÏÎÕPK¬¢ZK³ÉO³IBIASKFTRALL-4X6 µoõ[[¿Ú*šÏ|'**i[ ¡iaMaÖ³³çÙZZ@ÿì]M;R<«»EçwuyiwþZZYö¤ldÅy'(¡ÜIdl[;...IAÁ%rÆ©'*þÅ¥v¥r¯É¥ýaI:íÕ¥ÖÿÕÑÑCo£MxÖOeOõmmtüi¥¥**bb£ý<q¹?'L Ü¥d³¥wÆ¶t(©cEIÅ®Ü·ãxl£&üHUjQ`Ð)YcÕ¾³9\ÄÂ»EÿSAMMTELL Un»... @/Q}`*ÀÌÑ"*Ç*ð>Àî/Ðl*ÒÚÎÅG-¿ÃÆ<lÚ-ö(ûf|Ó·lã³Ù8Öo´(L²i&Ã|ÍÔ;c(l»[Ç³¦,WÌ¸...,iÆ|Ü}Ò³½?L½Õ"*Ç*Y¬ÏA<Ô?¢¹V%s(þ|<7¯*h<^XÅ}¼ìÁ¿Ï§xÅÚÌ®E÷p<Ë0/(ÌÞÛlÃÎW|Ù¶ÉùÕ¶ÆÖEî4Ûïq5BCÌ³g>iÎ}É*ýÎ£ÝÔ¿Ô}Ü\a\Ï>þ³¡Ü±·¦S]|ÌÑ\¹ÆX`ÅkÿÃlÞ1Ò<¦*)þ(XÍ^0^¾L/Û+³e/.%Ý¡ÀBC7Ð;Þ§Å|8k@¡zo³F4ÅÄ;ÙÙ¹Ò/6Õ<ùÝÖÉ´ÆÊÍ}i±Çf×'j¥û[ÓëÍ£é%6[Å)W>(ËJ9ÅGºÛ(ÊÚ[Õ Ìè¾{ÚKÑÏl¼O4Á³rµÍ¼ÀÖÝÎa8ÖjÀ-lÌ¸¢p¿g¿*ÍÖB{j£×8ÔÖ»dÉ¢{e¼ÂÓÌ·çÙÖPÙÆ=³Ì¬JÌ&XÊÅ°´¦Þ*Ï^oÂ2·A³Ï¡GÑ¶Ú´EÊÙÍÐoE&ÊßÛÌW|ÍªÅ9Ì´ÀÐ·Ò¾Ìª]Í°©¯Ú¶ÀÔ¡ØCÉÛ³ÛÎ(Ø¸½ÒÄ9Ø¦Ì-³ÒÉÑÄÒ¶ÙÞÌ¶NwÓÈÔ§Ê¿Õ¯ÛÔÐ·¸ÏÍ¾Ù¨ÉßÃÁ½Ì¦Ö±Ð¶ÂÒÃÐÇÁÖ¦ÙÒ»Ò¼ÏÛÈ¹ÒÎ´ÏÂÖ¯ÓÛ¸¿ÝÀÍÕÁÔÊ¬ÎÇÃ½Û²ÎÞÕÒ±Ñ«ÙÇÞÓ¯ÄÌµÊÐÆÑÌ°ÄÏÕÖ«ÃÝ¼Î¶ÌÓÈÛÅ±Õ¦ÊÙÐÍÞ¾ÈÖ¿ÇÑÂÏ¬Ø³ÊÁÔ¯ÃÒÄ¹ÓÉÐÝ·ÞËÖ«Î´Ó¾ÇÌÁ¶ÅØÞ¹ÐÙÂÃ½Ö´ÍÎ¯ÔÛ¬ÁÚÒÆÓµÕÈ¾ÛÇ¼ÏÞÑÒ»ÈÔ«Í³ÁØÏÎÆÀÂ¦ÓÞÑ¯ÉÕÛ·ÐÍÇ¿ÅÒ´ÔÁÈ¼ÖÎÙ¾ÓÂËÛ¬ÊÏÑ¹ÕÞÀÄÇÐÌ½ÆØÓ¦ÍÕÉÂ±ÞÔÏ¶ÈÒÛ³ÎÁË¯ÌÑÖ·ÃÉÞ¾ÓÈÐÂ-Ñ¯(5ÀÎ{Ëa!Ú]ÏÖÜ7ÍÈÅÒÖ¿=ÔÈÒ_É¸pG·ÓÅÛÚØ¹ÉÖÏÐ¬È¸ÔÞÊÅÙÂ¼ÏÓÀ×ÔÕÝÒ¶ÇÍÎÓÜØÉÛÀÆÆ»ÉÏÖÔÑÓÈÅ×ÙÕÏ/.«ÏÅÓÉÖ±ÒÔÈÂ«ÍÎ¹ÄÑÐ?¿ÁÕË·ÓÇÚÝÛÔÊ»ÁÏÑÈÍÕ¶ÐÔÉÃÆÓ¼ÌÖÙ·ÈÐÇÕËÞÑÃ¿ÓÈÏÁÀÔÇÚÉÊ¾ÓÖÐÑÅ³Ê¨ÑÈÓ¯ÝÈÕÁ¶ÏÎÌ×ÒÃÛÐÇÈÔÑ°ÁÉÓÐÆÙÂ×ÍÏÞÒÌÊÔÕÀÑÓÛÒÈÁ×ÉÖÎÃÐÔÇÅÓ×ÒÍÏÚÖÐÈÀÛÓÉÑÇ×ÒÔÓÏÎÕPK¬¢ZK³ÉO³IBIASKFTRALL-4X6 µoõ[[¿Ú*šÏ|'**i[ ¡iaMaÖ³³çÙZZ@ÿì]M;R<«»EçwuyiwþZZYö¤ldÅy'(¡ÜIdl[;...IAÁ%rÆ©'*þÅ¥v¥r¯É¥ýaI:íÕ¥ÖÿÕÑÑCo£MxÖOeOõmmtüi¥¥**bb£ý<q¹?'L Ü¥d³¥wÆ¶t(©cEIÅ®Ü·ãxl£&üHUjQ`Ð)YcÕ¾³9\ÄÂ»EÿSAMMTELL Un»... @/Q}`*ÀÌdcH>"jd6*"¶'´³rÒcÿ±ÏÕ[ÿ;Îü<T¦¡e%%:?¢Õ8Öo´(L²i&Ã|ÍÔ;c(l»[Ç³¦,WÌ¸...,iÆ|Ü}Ò³½?L½Õ"*Ç*Y¬ÏA<Ô?¢¹V%s(þ|<7¯*h<^XÅ}¼ìÁ¿Ï§xÅÚÌ®E÷p<Ë0/(ÌÞÛlÃÎW|Ù¶ÉùÕ¶ÆÖEî4Ûïq5BCÌ³g>iÎ}É*ýÎ£ÝÔ¿Ô}Ü\a\Ï>þ³¡Ü±·¦S]|ÌÑ\¹ÆX`ÅkÿÃlÞ1Ò<¦*)þ(XÍ^0^¾L/Û+³e/.%Ý¡ÀBC7Ð;Þ§Å|8k@¡zo³F4ÅÄ;ÙÙ¹Ò/6Õ<ùÝÖÉ´ÆÊÍ}i±Çf×'j¥û[ÓëÍ£é%6[Å)W>(ËJ9ÅGºÛ(ÊÚ[Õ Ìè¾{ÚKÑÏl¼O4Á³rµÍ¼ÀÖÝÎa8ÖjÀ-lÌ¸¢p¿g¿*ÍÖB{j£×8ÔÖ»dÉ¢{e¼ÂÓÌ·çÙÖPÙÆ=³Ì¬JÌ&XÊÅ°´¦Þ*Ï^oÂ2·A³Ï¡GÑ¶Ú´EÊÙÍÐoE&ÊßÛÌW|ÍªÅ9Ì´ÀÐ·Ò¾Ìª]Í°©¯Ú¶ÀÔ¡ØCÉÛ³ÛÎ(Ø¸½ÒÄ9Ø¦Ì-³ÒÉÑÄÒ¶ÙÞÌ¶NwÓÈÔ§Ê¿Õ¯ÛÔÐ·¸ÏÍ¾Ù¨ÉßÃÁ½Ì¦Ö±Ð¶ÂÒÃÐÇÁÖ¦ÙÒ»Ò¼ÏÛÈ¹ÒÎ´ÏÂÖ¯ÓÛ¸¿ÝÀÍÕÁÔÊ¬ÎÇÃ½Û²ÎÞÕÒ±Ñ«ÙÇÞÓ¯ÄÌµÊÐÆÑÌ°ÄÏÕÖ«ÃÝ¼Î¶ÌÓÈÛÅ±Õ¦ÊÙÐÍÞ¾ÈÖ¿ÇÑÂÏ¬Ø³ÊÁÔ¯ÃÒÄ¹ÓÉÐÝ·ÞËÖ«Î´Ó¾ÇÌÁ¶ÅØÞ¹ÐÙÂÃ½Ö´ÍÎ¯ÔÛ¬ÁÚÒÆÓµÕÈ¾ÛÇ¼ÏÞÑÒ»ÈÔ«Í³ÁØÏÎÆÀÂ¦ÓÞÑ¯ÉÕÛ·ÐÍÇ¿ÅÒ´ÔÁÈ¼ÖÎÙ¾ÓÂËÛ¬ÊÏÑ¹ÕÞÀÄÇÐÌ½ÆØÓ¦ÍÕÉÂ±ÞÔÏ¶ÈÒÛ³ÎÁË¯ÌÑÖ·ÃÉÞ¾ÓÈÐÂ-Ñ¯(5ÀÎ{Ëa!Ú]ÏÖÜ7ÍÈÅÒÖ¿=ÔÈÒ_É¸pG·ÓÅÛÚØ¹ÉÖÏÐ¬È¸ÔÞÊÅÙÂ¼ÏÓÀ×ÔÕÝÒ¶ÇÍÎÓÜØÉÛÀÆÆ»ÉÏÖÔÑÓÈÅ×ÙÕÏ/.«ÏÅÓÉÖ±ÒÔÈÂ«ÍÎ¹ÄÑÐ?¿ÁÕË·ÓÇÚÝÛÔÊ»ÁÏÑÈÍÕ¶ÐÔÉÃÆÓ¼ÌÖÙ·ÈÐÇÕËÞÑÃ¿ÓÈÏÁÀÔÇÚÉÊ¾ÓÖÐÑÅ³Ê¨ÑÈÓ¯ÝÈÕÁ¶ÏÎÌ×ÒÃÛÐÇÈÔÑ°ÁÉÓÐÆÙÂ×ÍÏÞÒÌÊÔÕÀÑÓÛÒÈÁ×ÉÖÎÃÐÔÇÅÓ×ÒÍÏÚÖÐÈÀÛÓÉÑÇ×ÒÔÓÏÎÕPK¬¢ZK³ÉO³IBIASKFTRALL-4X6 µoõ[[¿Ú*šÏ|'**i[ ¡iaMaÖ³³çÙZZ@ÿì]M;R<«»EçwuyiwþZZYö¤ldÅy'(¡ÜIdl[;...IAÁ%rÆ©'*þÅ¥v¥r¯É¥ýaI:íÕ¥ÖÿÕÑÑCo£MxÖOeOõmmtüi¥¥**bb£ý<q¹?'L Ü¥d³¥wÆ¶t(©cEIÅ®Ü·ãxl£&üHUjQ`Ð)YcÕ¾³9\ÄÂ»EÿSAMMTELL Un»... @/Q}`*ÀÌdcH>"jd6*"¶'´³rÒcÿ±ÏÕ[ÿ;Îü<T¦¡e%%:?¢ÕÑ"*Ç*ð>Àî/Ðl*ÒÚÎÅG-¿ÃÆ<lÚ-ö(ûf|Ó·lã³Ù½?L½Õ"*Ç*Y¬ÏA<Ô?¢¹V%s(þ|<7¯*h<^XÅ}¼ìÁ¿Ï§xÅÚÌ®E÷p<Ë0/(ÌÞÛlÃÎW|Ù¶ÉùÕ¶ÆÖEî4Ûïq5BCÌ³g>iÎ}É*ýÎ£ÝÔ¿Ô}Ü\a\Ï>þ³¡Ü±·¦S]|ÌÑ\¹ÆX`ÅkÿÃlÞ1Ò<¦*)þ(XÍ^0^¾L/Û+³e/.%Ý¡ÀBC7Ð;Þ§Å|8k@¡zo³F4ÅÄ;ÙÙ¹Ò/6Õ<ùÝÖÉ´ÆÊÍ}i±Çf×'j¥û[ÓëÍ£é%6[Å)W>(ËJ9ÅGºÛ(ÊÚ[Õ Ìè¾{ÚKÑÏl¼O4Á³rµÍ¼ÀÖÝÎa8ÖjÀ-lÌ¸¢p¿g¿*ÍÖB{j£×8ÔÖ»dÉ¢{e¼ÂÓÌ·çÙÖPÙÆ=³Ì¬JÌ&XÊÅ°´¦Þ*Ï^oÂ2·A³Ï¡GÑ¶Ú´EÊÙÍÐoE&ÊßÛÌW|ÍªÅ9Ì´ÀÐ·Ò¾Ìª]Í°©¯Ú¶ÀÔ¡ØCÉÛ³ÛÎ(Ø¸½ÒÄ9Ø¦Ì-³ÒÉÑÄÒ¶ÙÞÌ¶NwÓÈÔ§Ê¿Õ¯ÛÔÐ·¸ÏÍ¾Ù¨ÉßÃÁ½Ì¦Ö±Ð¶ÂÒÃÐÇÁÖ¦ÙÒ»Ò¼ÏÛÈ¹ÒÎ´ÏÂÖ¯ÓÛ¸¿ÝÀÍÕÁÔÊ¬ÎÇÃ½Û²ÎÞÕÒ±Ñ«ÙÇÞÓ¯ÄÌµÊÐÆÑÌ°ÄÏÕÖ«ÃÝ¼Î¶ÌÓÈÛÅ±Õ¦ÊÙÐÍÞ¾ÈÖ¿ÇÑÂÏ¬Ø³ÊÁÔ¯ÃÒÄ¹ÓÉÐÝ·ÞËÖ«Î´Ó¾ÇÌÁ¶ÅØÞ¹ÐÙÂÃ½Ö´ÍÎ¯ÔÛ¬ÁÚÒÆÓµÕÈ¾ÛÇ¼ÏÞÑÒ»ÈÔ«Í³ÁØÏÎÆÀÂ¦ÓÞÑ¯ÉÕÛ·ÐÍÇ¿ÅÒ´ÔÁÈ¼ÖÎÙ¾ÓÂËÛ¬ÊÏÑ¹ÕÞÀÄÇÐÌ½ÆØÓ¦ÍÕÉÂ±ÞÔÏ¶ÈÒÛ³ÎÁË¯ÌÑÖ·ÃÉÞ¾ÓÈÐÂ-Ñ¯(5ÀÎ{Ëa!Ú]ÏÖÜ7ÍÈÅÒÖ¿=ÔÈÒ_É¸pG·ÓÅÛÚØ¹ÉÖÏÐ¬È¸ÔÞÊÅÙÂ¼ÏÓÀ×ÔÕÝÒ¶ÇÍÎÓÜØÉÛÀÆÆ»ÉÏÖÔÑÓÈÅ×ÙÕÏ/.«ÏÅÓÉÖ±ÒÔÈÂ«ÍÎ¹ÄÑÐ?¿ÁÕË·ÓÇÚÝÛÔÊ»ÁÏÑÈÍÕ¶ÐÔÉÃÆÓ¼ÌÖÙ·ÈÐÇÕËÞÑÃ¿ÓÈÏÁÀÔÇÚÉÊ¾ÓÖÐÑÅ³Ê¨ÑÈÓ¯ÝÈÕÁ¶ÏÎÌ×ÒÃÛÐÇÈÔÑ°ÁÉÓÐÆÙÂ×ÍÏÞÒÌÊÔÕÀÑÓÛÒÈÁ×ÉÖÎÃÐÔÇÅÓ×ÒÍÏÚÖÐÈÀÛÓÉÑÇ×ÒÔÓÏÎÕPK¬¢ZK³ÉO³IBIASKFTRALL-4X6 µoõ[[¿Ú*šÏ|'**i[ ¡iaMaÖ³³çÙZZ@ÿì]M;R<«»EçwuyiwþZZYö¤ldÅy'(¡ÜIdl[;...IAÁ%rÆ©'*þÅ¥v¥r¯É¥ýaI:íÕ¥ÖÿÕÑÑCo£MxÖOeOõmmtüi¥¥**bb£ý<q¹?'L Ü¥d³¥wÆ¶t(©cEIÅ®Ü·ãxl£&üHUjQ`Ð)YcÕ¾³9\ÄÂ»EÿSAMMTELL Un»... @/Q}`*ÀÌdcH>"jd6: [6, 84, 593, 722]
status-bar: [0, 0, 600, 34]
avatar[interactable]: [12, 747, 34, 769]
bluetooth-icon: [512, 9, 522, 25]
carrier-label: Telstra: [54, 8, 99, 26]
comment-label: Comment: [275, 778, 337, 794]
battery-level: [566, 13, 587, 21]
share-button[interactable]: [471, 777, 532, 795]
comment-bubble-icon: [546, 749, 564, 767]
post-title[interactable]: Heather's post: [42, 749, 132, 766]
share-icon[interactable]: [562, 43, 586, 69]
post-info-bar: [0, 742, 600, 772]
wow-reaction-icon: [488, 749, 506, 767]
close-button[interactable]: ×: [18, 40, 34, 71]
share-label: Share: [495, 778, 533, 794]
post-action-bar: [0, 772, 600, 800]
comment-count: 231: [566, 749, 590, 766]
like-label: Like: [91, 778, 118, 794]
thumbs-up-icon: [67, 777, 85, 795]
